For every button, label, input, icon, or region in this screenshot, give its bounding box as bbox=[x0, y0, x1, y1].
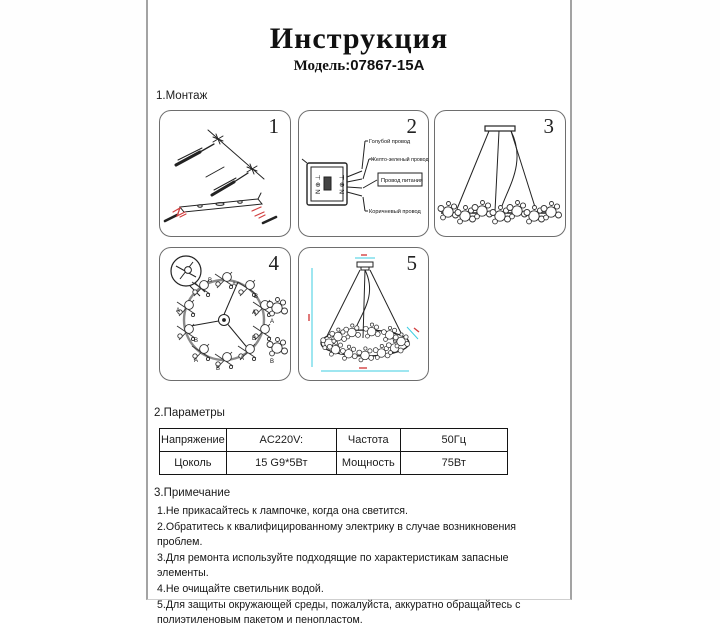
montage-step-2-panel bbox=[298, 110, 429, 237]
section-montage-heading: 1.Монтаж bbox=[156, 90, 208, 102]
param-name: Цоколь bbox=[160, 452, 227, 475]
part-label-a: A bbox=[176, 308, 181, 314]
wire-label-power: Провод питания bbox=[381, 178, 423, 184]
table-row bbox=[160, 452, 508, 475]
model-number: :07867-15A bbox=[345, 57, 425, 74]
panel-number: 1 bbox=[268, 114, 279, 138]
montage-step-5-panel bbox=[298, 247, 429, 381]
loose-part-label-b: B bbox=[270, 359, 275, 365]
panel-number: 5 bbox=[406, 251, 417, 275]
terminal-marking: N ⊕ ⊥ bbox=[339, 174, 346, 194]
montage-step-3-panel bbox=[434, 110, 566, 237]
part-label-b: B bbox=[194, 338, 199, 344]
note-item: 3.Для ремонта используйте подходящие по характеристикам запасные элементы. bbox=[157, 551, 509, 580]
note-item: 2.Обратитесь к квалифицированному электрику в случае возникновения проблем. bbox=[157, 520, 517, 549]
param-value: 15 G9*5Вт bbox=[226, 452, 336, 475]
part-label-b: B bbox=[216, 366, 221, 372]
wire-label-yellow-green: Желто-зеленый провод bbox=[371, 157, 429, 163]
note-item: 1.Не прикасайтесь к лампочке, когда она светится. bbox=[157, 505, 408, 517]
part-label-a: A bbox=[252, 310, 257, 316]
parameters-table bbox=[159, 428, 508, 475]
panel-number: 4 bbox=[268, 251, 279, 275]
panel-number: 3 bbox=[543, 114, 554, 138]
loose-part-label-a: A bbox=[270, 319, 275, 325]
param-name: Мощность bbox=[336, 452, 400, 475]
param-name: Частота bbox=[336, 429, 400, 452]
wire-label-brown: Коричневый провод bbox=[369, 209, 421, 215]
part-label-b: B bbox=[252, 336, 257, 342]
param-value: 50Гц bbox=[400, 429, 507, 452]
param-value: 75Вт bbox=[400, 452, 507, 475]
document-page bbox=[146, 0, 572, 627]
panel-number: 2 bbox=[406, 114, 417, 138]
montage-step-1-panel bbox=[159, 110, 291, 237]
note-item: 5.Для защиты окружающей среды, пожалуйста, аккуратно обращайтесь с полиэтиленовым пакетом и пенопластом. bbox=[157, 598, 521, 627]
notes-list bbox=[157, 504, 563, 629]
part-label-a: A bbox=[232, 282, 237, 288]
param-value: AC220V: bbox=[226, 429, 336, 452]
table-row bbox=[160, 429, 508, 452]
section-notes-heading: 3.Примечание bbox=[154, 487, 231, 499]
montage-step-4-panel bbox=[159, 247, 291, 381]
model-line bbox=[148, 57, 570, 75]
part-label-a: A bbox=[240, 356, 245, 362]
note-item: 4.Не очищайте светильник водой. bbox=[157, 582, 324, 595]
part-label-b: B bbox=[254, 294, 259, 300]
part-label-a: A bbox=[194, 358, 199, 364]
section-params-heading: 2.Параметры bbox=[154, 407, 225, 419]
terminal-marking: N ⊕ ⊥ bbox=[315, 174, 322, 194]
param-name: Напряжение bbox=[160, 429, 227, 452]
part-label-b: B bbox=[208, 278, 213, 284]
wire-label-blue: Голубой провод bbox=[369, 139, 411, 145]
model-label: Модель bbox=[293, 58, 346, 74]
document-title: Инструкция bbox=[269, 22, 449, 55]
